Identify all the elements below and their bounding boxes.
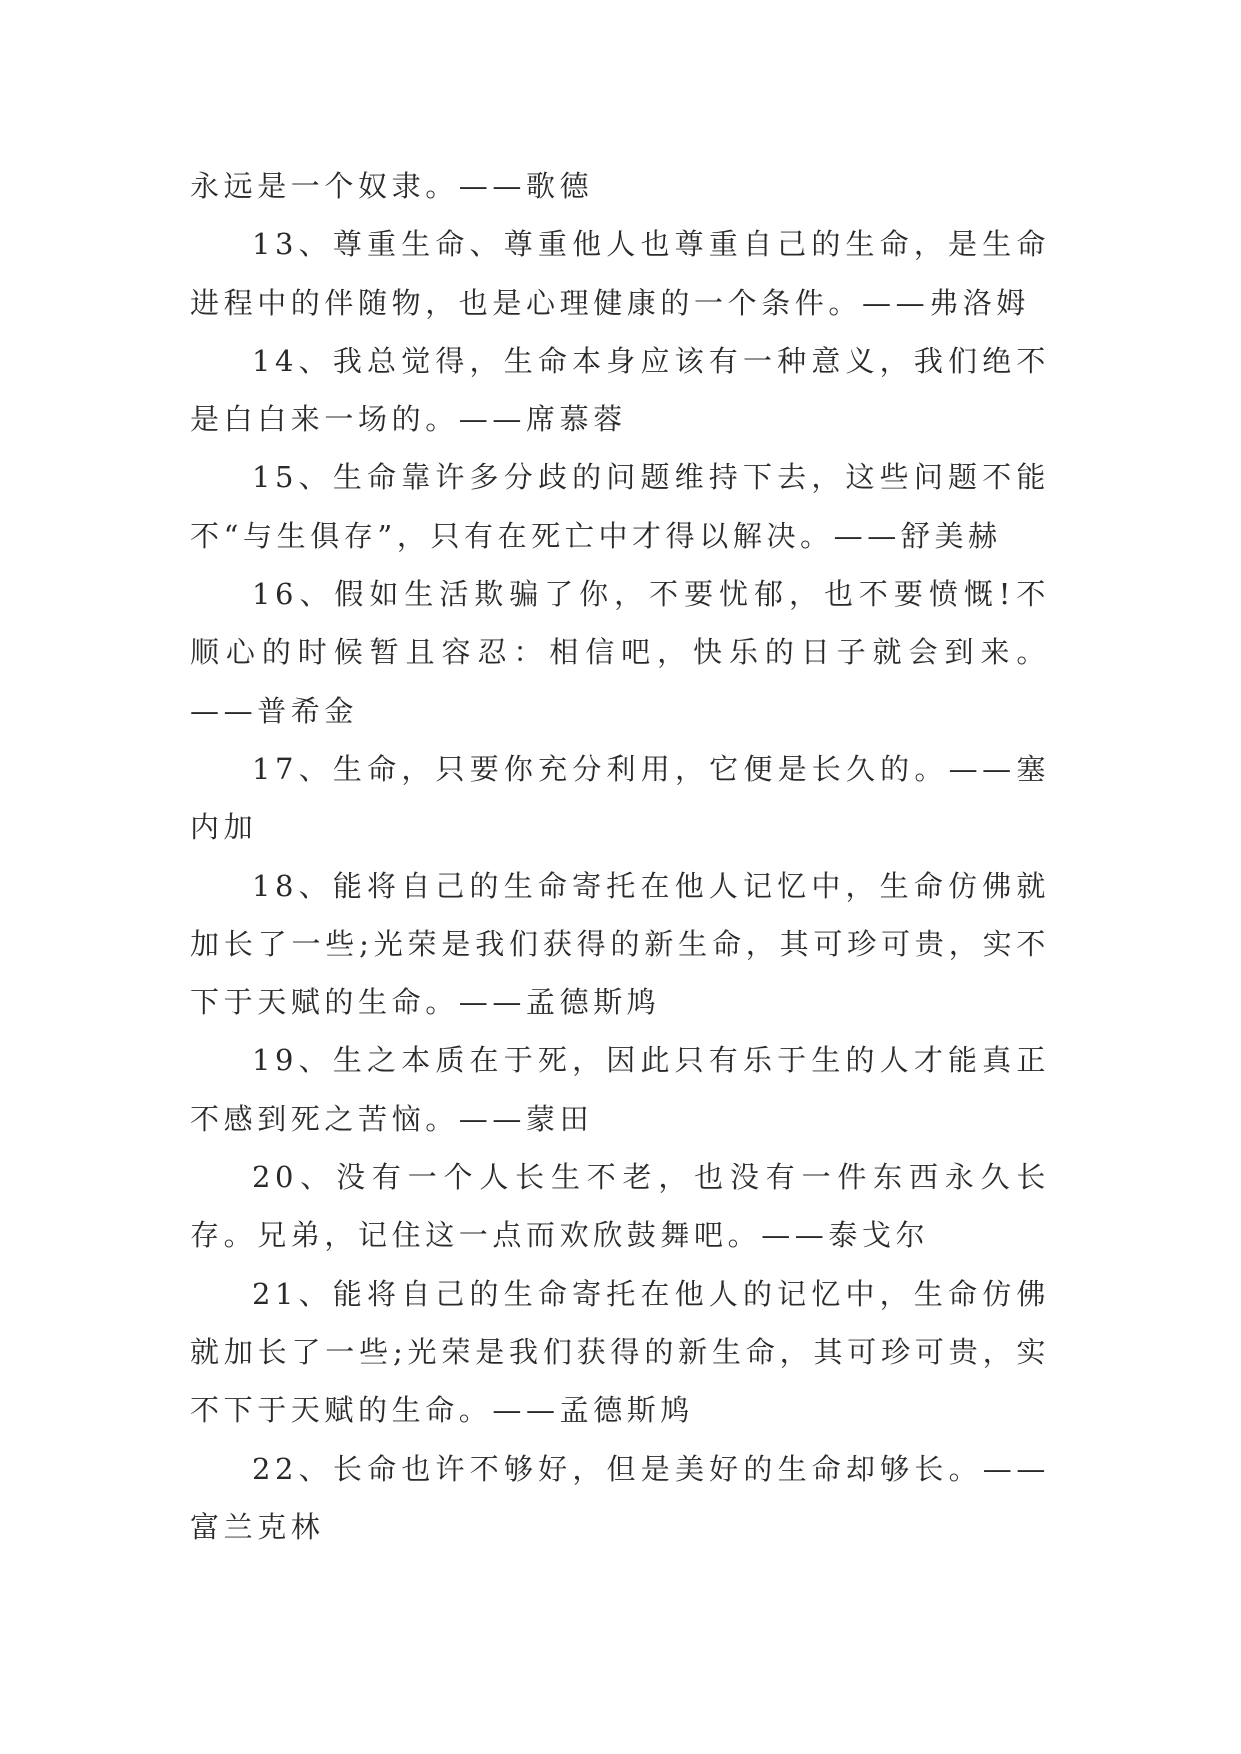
paragraph-1: 永远是一个奴隶。——歌德	[190, 169, 594, 203]
paragraph-8: 19、生之本质在于死，因此只有乐于生的人才能真正不感到死之苦恼。——蒙田	[190, 1043, 1050, 1136]
paragraph-11: 22、长命也许不够好，但是美好的生命却够长。——富兰克林	[190, 1451, 1050, 1544]
paragraph-3: 14、我总觉得，生命本身应该有一种意义，我们绝不是白白来一场的。——席慕蓉	[190, 343, 1050, 437]
paragraph-4: 15、生命靠许多分歧的问题维持下去，这些问题不能不“与生俱存”，只有在死亡中才得以解决。——舒美赫	[190, 460, 1050, 553]
body-text	[190, 157, 1050, 1556]
paragraph-2: 13、尊重生命、尊重他人也尊重自己的生命，是生命进程中的伴随物，也是心理健康的一个条件。——弗洛姆	[190, 227, 1050, 320]
paragraph-5: 16、假如生活欺骗了你，不要忧郁，也不要愤慨!不顺心的时候暂且容忍：相信吧，快乐的日子就会到来。——普希金	[190, 577, 1050, 728]
paragraph-6: 17、生命，只要你充分利用，它便是长久的。——塞内加	[190, 751, 1050, 845]
paragraph-7: 18、能将自己的生命寄托在他人记忆中，生命仿佛就加长了一些;光荣是我们获得的新生命，其可珍可贵，实不下于天赋的生命。——孟德斯鸠	[190, 868, 1050, 1020]
paragraph-9: 20、没有一个人长生不老，也没有一件东西永久长存。兄弟，记住这一点而欢欣鼓舞吧。——泰戈尔	[190, 1160, 1050, 1253]
paragraph-10: 21、能将自己的生命寄托在他人的记忆中，生命仿佛就加长了一些;光荣是我们获得的新生命，其可珍可贵，实不下于天赋的生命。——孟德斯鸠	[190, 1276, 1050, 1428]
